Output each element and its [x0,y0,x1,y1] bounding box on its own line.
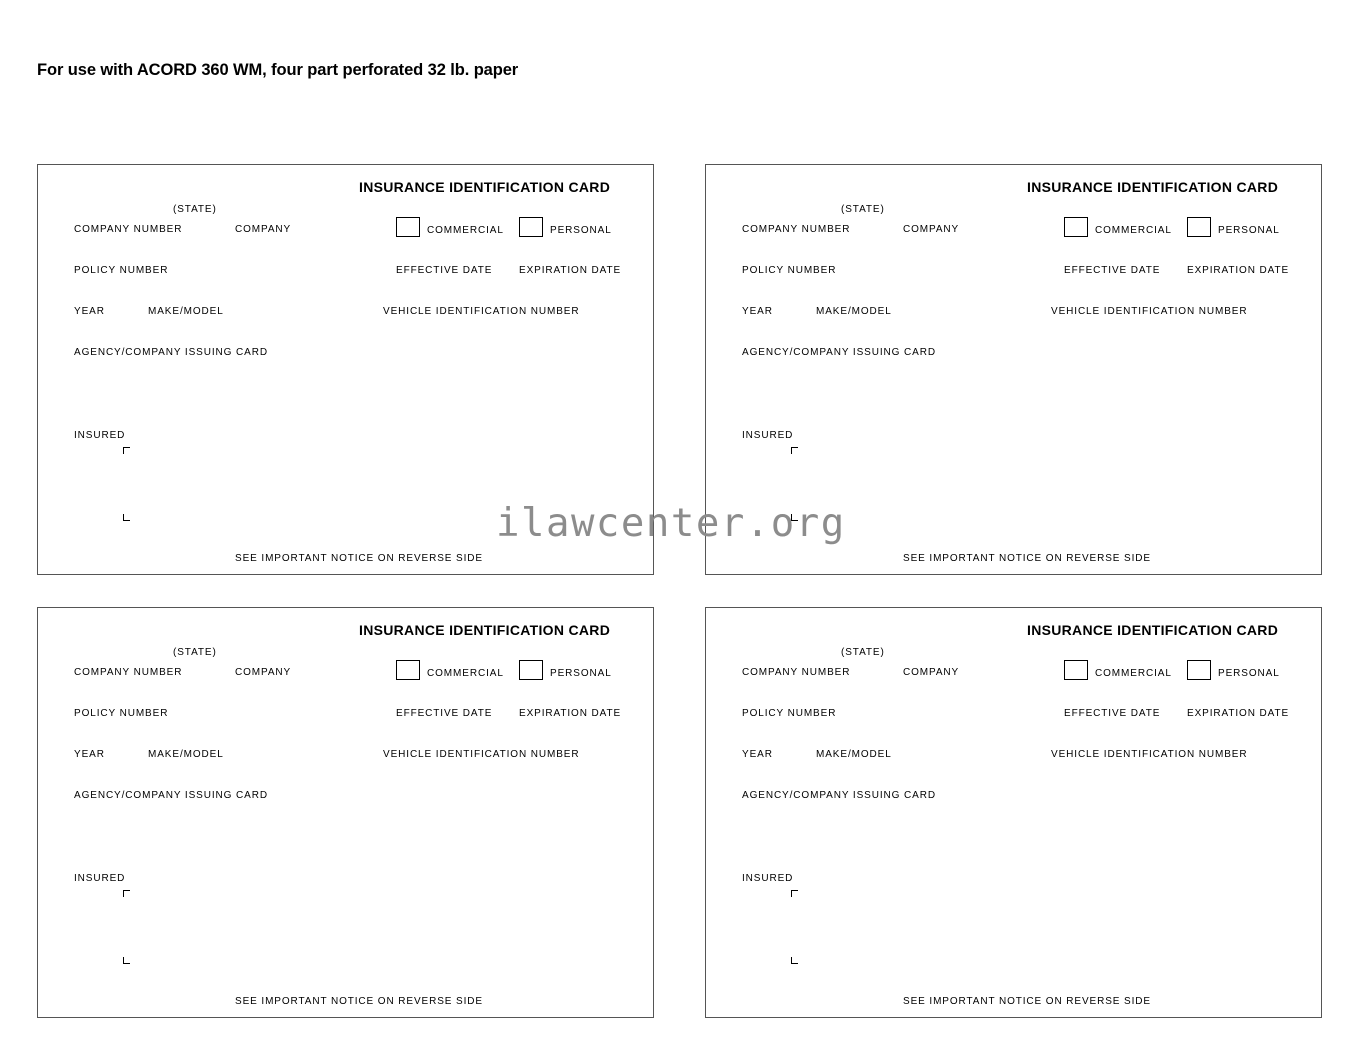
effective-date-label: EFFECTIVE DATE [396,708,493,719]
policy-number-label: POLICY NUMBER [742,708,837,719]
commercial-label: COMMERCIAL [427,225,504,236]
expiration-date-label: EXPIRATION DATE [1187,265,1290,276]
company-label: COMPANY [903,224,960,235]
card-title: INSURANCE IDENTIFICATION CARD [359,179,611,195]
address-corner-top-mark [791,890,798,897]
address-corner-bottom-mark [123,514,130,521]
state-label: (STATE) [173,647,217,658]
expiration-date-label: EXPIRATION DATE [1187,708,1290,719]
expiration-date-label: EXPIRATION DATE [519,265,622,276]
insured-label: INSURED [74,873,126,884]
insured-label: INSURED [74,430,126,441]
agency-label: AGENCY/COMPANY ISSUING CARD [74,347,268,358]
commercial-checkbox[interactable] [1064,217,1088,237]
state-label: (STATE) [841,204,885,215]
personal-checkbox[interactable] [519,660,543,680]
company-label: COMPANY [235,667,292,678]
vin-label: VEHICLE IDENTIFICATION NUMBER [383,306,580,317]
policy-number-label: POLICY NUMBER [742,265,837,276]
commercial-label: COMMERCIAL [427,668,504,679]
address-corner-top-mark [123,447,130,454]
insurance-card [705,607,1322,1018]
personal-label: PERSONAL [1218,668,1280,679]
make-model-label: MAKE/MODEL [148,306,224,317]
company-number-label: COMPANY NUMBER [742,224,851,235]
reverse-notice: SEE IMPORTANT NOTICE ON REVERSE SIDE [235,996,483,1007]
company-label: COMPANY [235,224,292,235]
effective-date-label: EFFECTIVE DATE [1064,708,1161,719]
company-number-label: COMPANY NUMBER [74,224,183,235]
agency-label: AGENCY/COMPANY ISSUING CARD [74,790,268,801]
company-label: COMPANY [903,667,960,678]
make-model-label: MAKE/MODEL [816,306,892,317]
address-corner-bottom-mark [791,957,798,964]
year-label: YEAR [74,306,105,317]
commercial-label: COMMERCIAL [1095,225,1172,236]
personal-label: PERSONAL [550,225,612,236]
personal-label: PERSONAL [550,668,612,679]
commercial-checkbox[interactable] [1064,660,1088,680]
card-title: INSURANCE IDENTIFICATION CARD [1027,179,1279,195]
company-number-label: COMPANY NUMBER [742,667,851,678]
watermark-text: ilawcenter.org [496,501,846,546]
address-corner-bottom-mark [123,957,130,964]
effective-date-label: EFFECTIVE DATE [396,265,493,276]
card-title: INSURANCE IDENTIFICATION CARD [359,622,611,638]
insurance-card [37,607,654,1018]
commercial-label: COMMERCIAL [1095,668,1172,679]
agency-label: AGENCY/COMPANY ISSUING CARD [742,347,936,358]
personal-checkbox[interactable] [519,217,543,237]
personal-checkbox[interactable] [1187,660,1211,680]
page-title: For use with ACORD 360 WM, four part perforated 32 lb. paper [37,61,519,79]
make-model-label: MAKE/MODEL [816,749,892,760]
insured-label: INSURED [742,873,794,884]
make-model-label: MAKE/MODEL [148,749,224,760]
expiration-date-label: EXPIRATION DATE [519,708,622,719]
state-label: (STATE) [841,647,885,658]
personal-checkbox[interactable] [1187,217,1211,237]
reverse-notice: SEE IMPORTANT NOTICE ON REVERSE SIDE [903,553,1151,564]
address-corner-top-mark [123,890,130,897]
insured-label: INSURED [742,430,794,441]
commercial-checkbox[interactable] [396,217,420,237]
policy-number-label: POLICY NUMBER [74,708,169,719]
vin-label: VEHICLE IDENTIFICATION NUMBER [1051,306,1248,317]
year-label: YEAR [742,749,773,760]
company-number-label: COMPANY NUMBER [74,667,183,678]
effective-date-label: EFFECTIVE DATE [1064,265,1161,276]
policy-number-label: POLICY NUMBER [74,265,169,276]
personal-label: PERSONAL [1218,225,1280,236]
reverse-notice: SEE IMPORTANT NOTICE ON REVERSE SIDE [235,553,483,564]
year-label: YEAR [742,306,773,317]
state-label: (STATE) [173,204,217,215]
card-title: INSURANCE IDENTIFICATION CARD [1027,622,1279,638]
vin-label: VEHICLE IDENTIFICATION NUMBER [1051,749,1248,760]
address-corner-top-mark [791,447,798,454]
year-label: YEAR [74,749,105,760]
reverse-notice: SEE IMPORTANT NOTICE ON REVERSE SIDE [903,996,1151,1007]
commercial-checkbox[interactable] [396,660,420,680]
vin-label: VEHICLE IDENTIFICATION NUMBER [383,749,580,760]
agency-label: AGENCY/COMPANY ISSUING CARD [742,790,936,801]
